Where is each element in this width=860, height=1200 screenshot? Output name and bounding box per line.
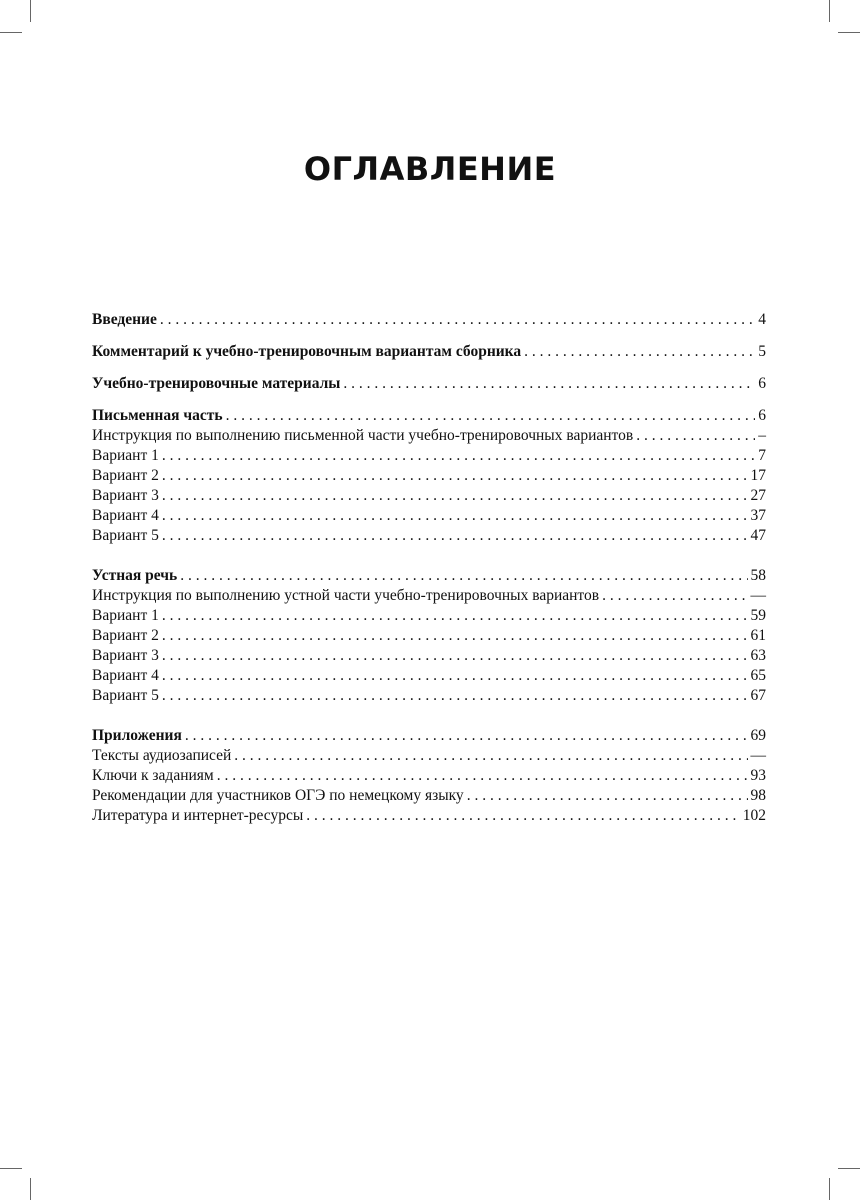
toc-entry-text: Устная речь <box>92 567 178 584</box>
toc-entry-text: Вариант 1 <box>92 607 159 624</box>
crop-mark-bottom-right-h <box>838 1168 860 1169</box>
toc-page-number: – <box>758 427 766 444</box>
toc-entry-introduction[interactable] <box>92 310 766 330</box>
toc-page-number: 6 <box>758 407 766 424</box>
toc-page-number: 65 <box>750 667 766 684</box>
toc-page-number: 17 <box>750 467 766 484</box>
crop-mark-top-right <box>829 0 830 22</box>
crop-mark-bottom-right <box>829 1178 830 1200</box>
dot-leader <box>306 806 739 826</box>
toc-entry-text: Инструкция по выполнению устной части учебно-тренировочных вариантов <box>92 587 600 604</box>
crop-mark-top-right-h <box>838 32 860 33</box>
dot-leader <box>217 766 748 786</box>
toc-page-number: — <box>750 587 766 604</box>
toc-page-number: 59 <box>750 607 766 624</box>
toc-page-number: 6 <box>758 375 766 392</box>
toc-page-number: 58 <box>750 567 766 584</box>
toc-page-number: 4 <box>758 311 766 328</box>
toc-page-number: 93 <box>750 767 766 784</box>
toc-entry-text: Вариант 5 <box>92 527 159 544</box>
toc-entry-text: Вариант 3 <box>92 647 159 664</box>
dot-leader <box>467 786 748 806</box>
toc-entry-literature[interactable] <box>92 806 766 826</box>
toc-entry-written-variant-5[interactable] <box>92 526 766 546</box>
dot-leader <box>162 466 748 486</box>
dot-leader <box>162 646 748 666</box>
toc-entry-oral-variant-2[interactable] <box>92 626 766 646</box>
toc-entry-text: Вариант 4 <box>92 507 159 524</box>
toc-entry-written-part[interactable] <box>92 406 766 426</box>
toc-page-number: 69 <box>750 727 766 744</box>
dot-leader <box>162 446 755 466</box>
dot-leader <box>636 426 755 446</box>
dot-leader <box>162 666 748 686</box>
toc-entry-text: Вариант 2 <box>92 627 159 644</box>
toc-entry-text: Комментарий к учебно-тренировочным вариантам сборника <box>92 343 522 360</box>
toc-page-number: 7 <box>758 447 766 464</box>
crop-mark-top-left <box>30 0 31 22</box>
toc-entry-audio-texts[interactable] <box>92 746 766 766</box>
dot-leader <box>162 486 748 506</box>
toc-entry-recommendations[interactable] <box>92 786 766 806</box>
dot-leader <box>234 746 747 766</box>
table-of-contents <box>92 310 766 826</box>
toc-page-number: 102 <box>742 807 766 824</box>
toc-entry-oral-instruction[interactable] <box>92 586 766 606</box>
toc-entry-text: Вариант 1 <box>92 447 159 464</box>
toc-page-number: 67 <box>750 687 766 704</box>
toc-entry-text: Учебно-тренировочные материалы <box>92 375 341 392</box>
toc-page-number: 5 <box>758 343 766 360</box>
toc-entry-oral-variant-4[interactable] <box>92 666 766 686</box>
dot-leader <box>162 626 748 646</box>
toc-entry-text: Рекомендации для участников ОГЭ по немецкому языку <box>92 787 464 804</box>
toc-entry-text: Вариант 5 <box>92 687 159 704</box>
toc-page-number: 37 <box>750 507 766 524</box>
toc-entry-text: Вариант 2 <box>92 467 159 484</box>
toc-entry-commentary[interactable] <box>92 342 766 362</box>
toc-page-number: 98 <box>750 787 766 804</box>
toc-entry-written-instruction[interactable] <box>92 426 766 446</box>
toc-page-number: 63 <box>750 647 766 664</box>
toc-entry-oral-variant-1[interactable] <box>92 606 766 626</box>
dot-leader <box>226 406 756 426</box>
toc-entry-appendices[interactable] <box>92 726 766 746</box>
crop-mark-bottom-left-h <box>0 1168 22 1169</box>
toc-entry-text: Вариант 4 <box>92 667 159 684</box>
dot-leader <box>524 342 755 362</box>
toc-page-number: 61 <box>750 627 766 644</box>
toc-entry-text: Письменная часть <box>92 407 223 424</box>
toc-entry-text: Литература и интернет-ресурсы <box>92 807 304 824</box>
toc-page-number: 47 <box>750 527 766 544</box>
dot-leader <box>162 506 748 526</box>
toc-entry-answer-keys[interactable] <box>92 766 766 786</box>
toc-entry-oral-variant-5[interactable] <box>92 686 766 706</box>
toc-entry-text: Вариант 3 <box>92 487 159 504</box>
crop-mark-bottom-left <box>30 1178 31 1200</box>
toc-entry-text: Ключи к заданиям <box>92 767 214 784</box>
toc-entry-oral-variant-3[interactable] <box>92 646 766 666</box>
toc-entry-text: Инструкция по выполнению письменной части учебно-тренировочных вариантов <box>92 427 634 444</box>
toc-entry-text: Тексты аудиозаписей <box>92 747 232 764</box>
dot-leader <box>162 606 748 626</box>
toc-page-number: — <box>750 747 766 764</box>
toc-entry-written-variant-4[interactable] <box>92 506 766 526</box>
toc-entry-training-materials[interactable] <box>92 374 766 394</box>
dot-leader <box>162 686 748 706</box>
page-title: ОГЛАВЛЕНИЕ <box>303 150 557 188</box>
toc-entry-oral-part[interactable] <box>92 566 766 586</box>
dot-leader <box>185 726 748 746</box>
crop-mark-top-left-h <box>0 32 22 33</box>
toc-entry-text: Введение <box>92 311 157 328</box>
toc-entry-text: Приложения <box>92 727 182 744</box>
dot-leader <box>602 586 747 606</box>
toc-entry-written-variant-1[interactable] <box>92 446 766 466</box>
dot-leader <box>343 374 755 394</box>
toc-entry-written-variant-2[interactable] <box>92 466 766 486</box>
dot-leader <box>162 526 748 546</box>
toc-page-number: 27 <box>750 487 766 504</box>
dot-leader <box>160 310 755 330</box>
dot-leader <box>180 566 747 586</box>
toc-entry-written-variant-3[interactable] <box>92 486 766 506</box>
